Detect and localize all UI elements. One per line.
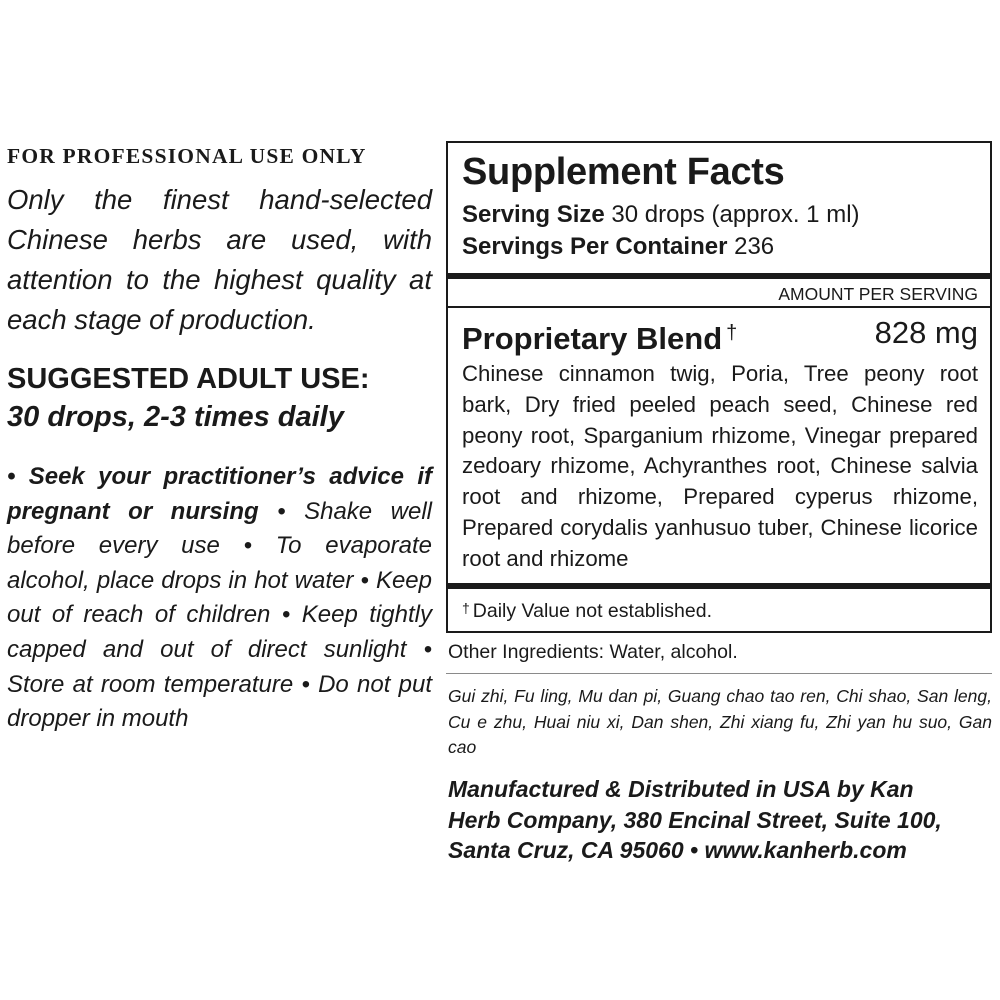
blend-dagger: † [726,322,738,344]
serving-size-label: Serving Size [462,201,605,228]
section-separator [446,673,992,674]
supplement-facts-title: Supplement Facts [462,151,785,193]
manufacturer-line-2: Herb Company, 380 Encinal Street, Suite 100, [448,806,942,833]
thin-divider [448,306,990,308]
proprietary-blend-row [462,312,978,354]
other-ingredients: Other Ingredients: Water, alcohol. [448,641,738,663]
pinyin-names: Gui zhi, Fu ling, Mu dan pi, Guang chao tao ren, Chi shao, San leng, Cu e zhu, Huai niu xi, Dan shen, Zhi xiang fu, Zhi yan hu suo, Gan cao [448,686,992,757]
manufacturer-line-1: Manufactured & Distributed in USA by Kan [448,776,914,802]
proprietary-blend-label [462,312,737,360]
servings-per-container-label: Servings Per Container [462,233,728,260]
professional-use-notice: FOR PROFESSIONAL USE ONLY [7,144,367,168]
warning-list: • Shake well before every use • To evaporate alcohol, place drops in hot water • Keep out of reach of children • Keep tightly capped and out of direct sunlight • Store at room temperature • Do not put dropper in mouth [7,497,433,733]
proprietary-blend-amount: 828 mg [874,315,978,350]
daily-value-note [462,594,712,625]
suggested-dose: 30 drops, 2-3 times daily [7,401,344,433]
servings-per-container-value: 236 [734,233,775,260]
suggested-use-heading: SUGGESTED ADULT USE: [7,363,370,395]
supplement-facts-panel [446,141,992,633]
amount-per-serving-label: AMOUNT PER SERVING [778,284,978,304]
manufacturer-info [448,774,992,866]
servings-per-container-row [462,232,774,262]
warning-practitioner: • Seek your practitioner’s advice if pregnant or nursing [7,463,432,525]
blend-ingredients: Chinese cinnamon twig, Poria, Tree peony root bark, Dry fried peeled peach seed, Chinese red peony root, Sparganium rhizome, Vinegar prepared zedoary rhizome, Achyranthes root, Chinese salvia root and rhizome, Prepared cyperus rhizome, Prepared corydalis yanhusuo tuber, Chinese licorice root and rhizome [462,361,978,571]
intro-paragraph: Only the finest hand-selected Chinese herbs are used, with attention to the highest quality at each stage of production. [7,184,432,335]
blend-name-text: Proprietary Blend [462,321,723,356]
serving-size-row [462,200,860,230]
warnings-paragraph [7,460,432,737]
serving-size-value: 30 drops (approx. 1 ml) [611,201,860,228]
thick-divider-bottom [448,583,990,589]
manufacturer-line-3: Santa Cruz, CA 95060 • www.kanherb.com [448,837,907,863]
thick-divider [448,273,990,279]
left-column [7,140,432,737]
dv-note-text: Daily Value not established. [472,600,712,622]
dv-dagger: † [462,600,470,616]
